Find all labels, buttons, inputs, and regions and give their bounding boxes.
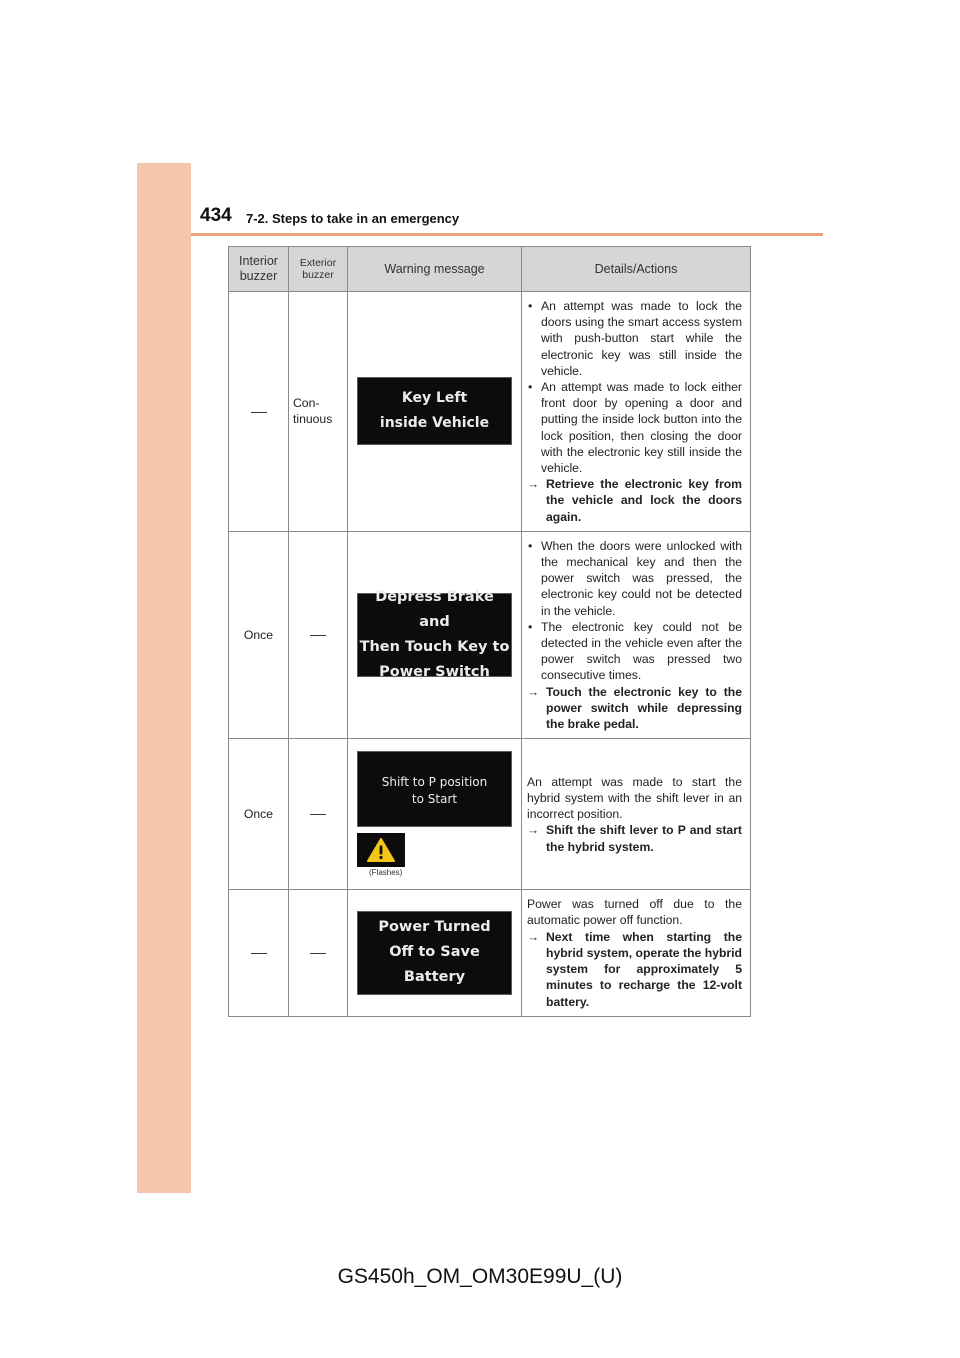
screen-line: inside Vehicle — [379, 415, 490, 432]
details-text: An attempt was made to start the hybrid system with the shift lever in an incorrect position. — [527, 774, 742, 822]
bullet-item: • An attempt was made to lock the doors using the smart access system with push-button start while the electronic key was still inside the vehicle. — [527, 298, 742, 379]
flashes-note: (Flashes) — [369, 867, 403, 877]
details-cell — [522, 292, 751, 532]
details-text: Power was turned off due to the automatic power off function. — [527, 897, 742, 928]
display-screen-depress-brake — [357, 589, 512, 681]
interior-buzzer-cell — [229, 531, 289, 738]
screen-line: to Start — [411, 791, 458, 806]
action-label: Next time when starting the hybrid system, operate the hybrid system for approximately 5 minutes to recharge the 12-volt battery. — [546, 929, 742, 1009]
screen-line: Depress Brake and — [375, 589, 494, 631]
header-details-actions: Details/Actions — [522, 247, 751, 292]
exterior-buzzer-cell — [289, 890, 348, 1016]
dash-mark — [251, 953, 267, 954]
bullet-item: • An attempt was made to lock either front door by opening a door and putting the inside lock button into the lock position, then closing the door with the electronic key still inside the vehicle. — [527, 379, 742, 476]
interior-buzzer-cell — [229, 739, 289, 890]
screen-line: Battery — [403, 969, 466, 986]
arrow-icon: → — [527, 684, 540, 699]
warning-triangle-icon — [357, 833, 405, 867]
header-warning-message: Warning message — [348, 247, 522, 292]
interior-buzzer-cell — [229, 890, 289, 1016]
footer-doc-code: GS450h_OM_OM30E99U_(U) — [337, 1265, 623, 1288]
arrow-icon: → — [527, 477, 540, 492]
action-label: Retrieve the electronic key from the vehicle and lock the doors again. — [546, 477, 742, 524]
header-exterior-buzzer: Exterior buzzer — [289, 247, 348, 292]
dash-mark — [310, 635, 326, 636]
display-screen-power-turned-off — [357, 911, 512, 995]
dash-mark — [251, 412, 267, 413]
display-screen-key-left — [357, 377, 512, 445]
side-tab-bar — [137, 163, 191, 1193]
arrow-icon: → — [527, 823, 540, 838]
interior-buzzer-cell — [229, 292, 289, 532]
table-row — [229, 739, 751, 890]
exterior-buzzer-cell — [289, 739, 348, 890]
details-bullets — [527, 298, 742, 476]
action-text — [527, 822, 742, 854]
table-row — [229, 292, 751, 532]
warning-table — [228, 246, 751, 1017]
action-text — [527, 684, 742, 733]
table-row — [229, 890, 751, 1016]
screen-line: Power Switch — [379, 664, 490, 681]
arrow-icon: → — [527, 929, 540, 944]
details-cell — [522, 890, 751, 1016]
header-rule — [191, 233, 823, 236]
action-label: Touch the electronic key to the power switch while depressing the brake pedal. — [546, 684, 742, 732]
details-bullets — [527, 538, 742, 684]
table-header-row — [229, 247, 751, 292]
warning-message-cell — [348, 739, 522, 890]
action-text — [527, 476, 742, 525]
screen-line: Key Left — [401, 390, 468, 407]
bullet-item: • When the doors were unlocked with the mechanical key and then the power switch was pressed, the electronic key could not be detected in the vehicle. — [527, 538, 742, 619]
header-interior-buzzer: Interior buzzer — [229, 247, 289, 292]
section-title: 7-2. Steps to take in an emergency — [246, 211, 460, 226]
exterior-buzzer-cell — [289, 292, 348, 532]
screen-line: Power Turned — [378, 919, 491, 936]
screen-line: Then Touch Key to — [359, 639, 510, 656]
screen-line: Off to Save — [389, 944, 480, 961]
warning-triangle-svg — [366, 837, 396, 863]
bullet-item: • The electronic key could not be detected in the vehicle even after the power switch was pressed two consecutive times. — [527, 619, 742, 684]
warning-message-cell — [348, 531, 522, 738]
page-number: 434 — [200, 205, 232, 226]
action-text — [527, 929, 742, 1010]
screen-line: Shift to P position — [381, 774, 488, 789]
warning-message-cell — [348, 292, 522, 532]
details-cell — [522, 739, 751, 890]
interior-buzzer-value: Once — [243, 807, 274, 822]
exterior-buzzer-value: Con- tinuous — [293, 396, 333, 427]
exterior-buzzer-cell — [289, 531, 348, 738]
warning-message-cell — [348, 890, 522, 1016]
dash-mark — [310, 814, 326, 815]
action-label: Shift the shift lever to P and start the hybrid system. — [546, 823, 742, 854]
dash-mark — [310, 953, 326, 954]
table-row — [229, 531, 751, 738]
interior-buzzer-value: Once — [243, 627, 274, 642]
details-cell — [522, 531, 751, 738]
display-screen-shift-to-p — [357, 751, 512, 827]
